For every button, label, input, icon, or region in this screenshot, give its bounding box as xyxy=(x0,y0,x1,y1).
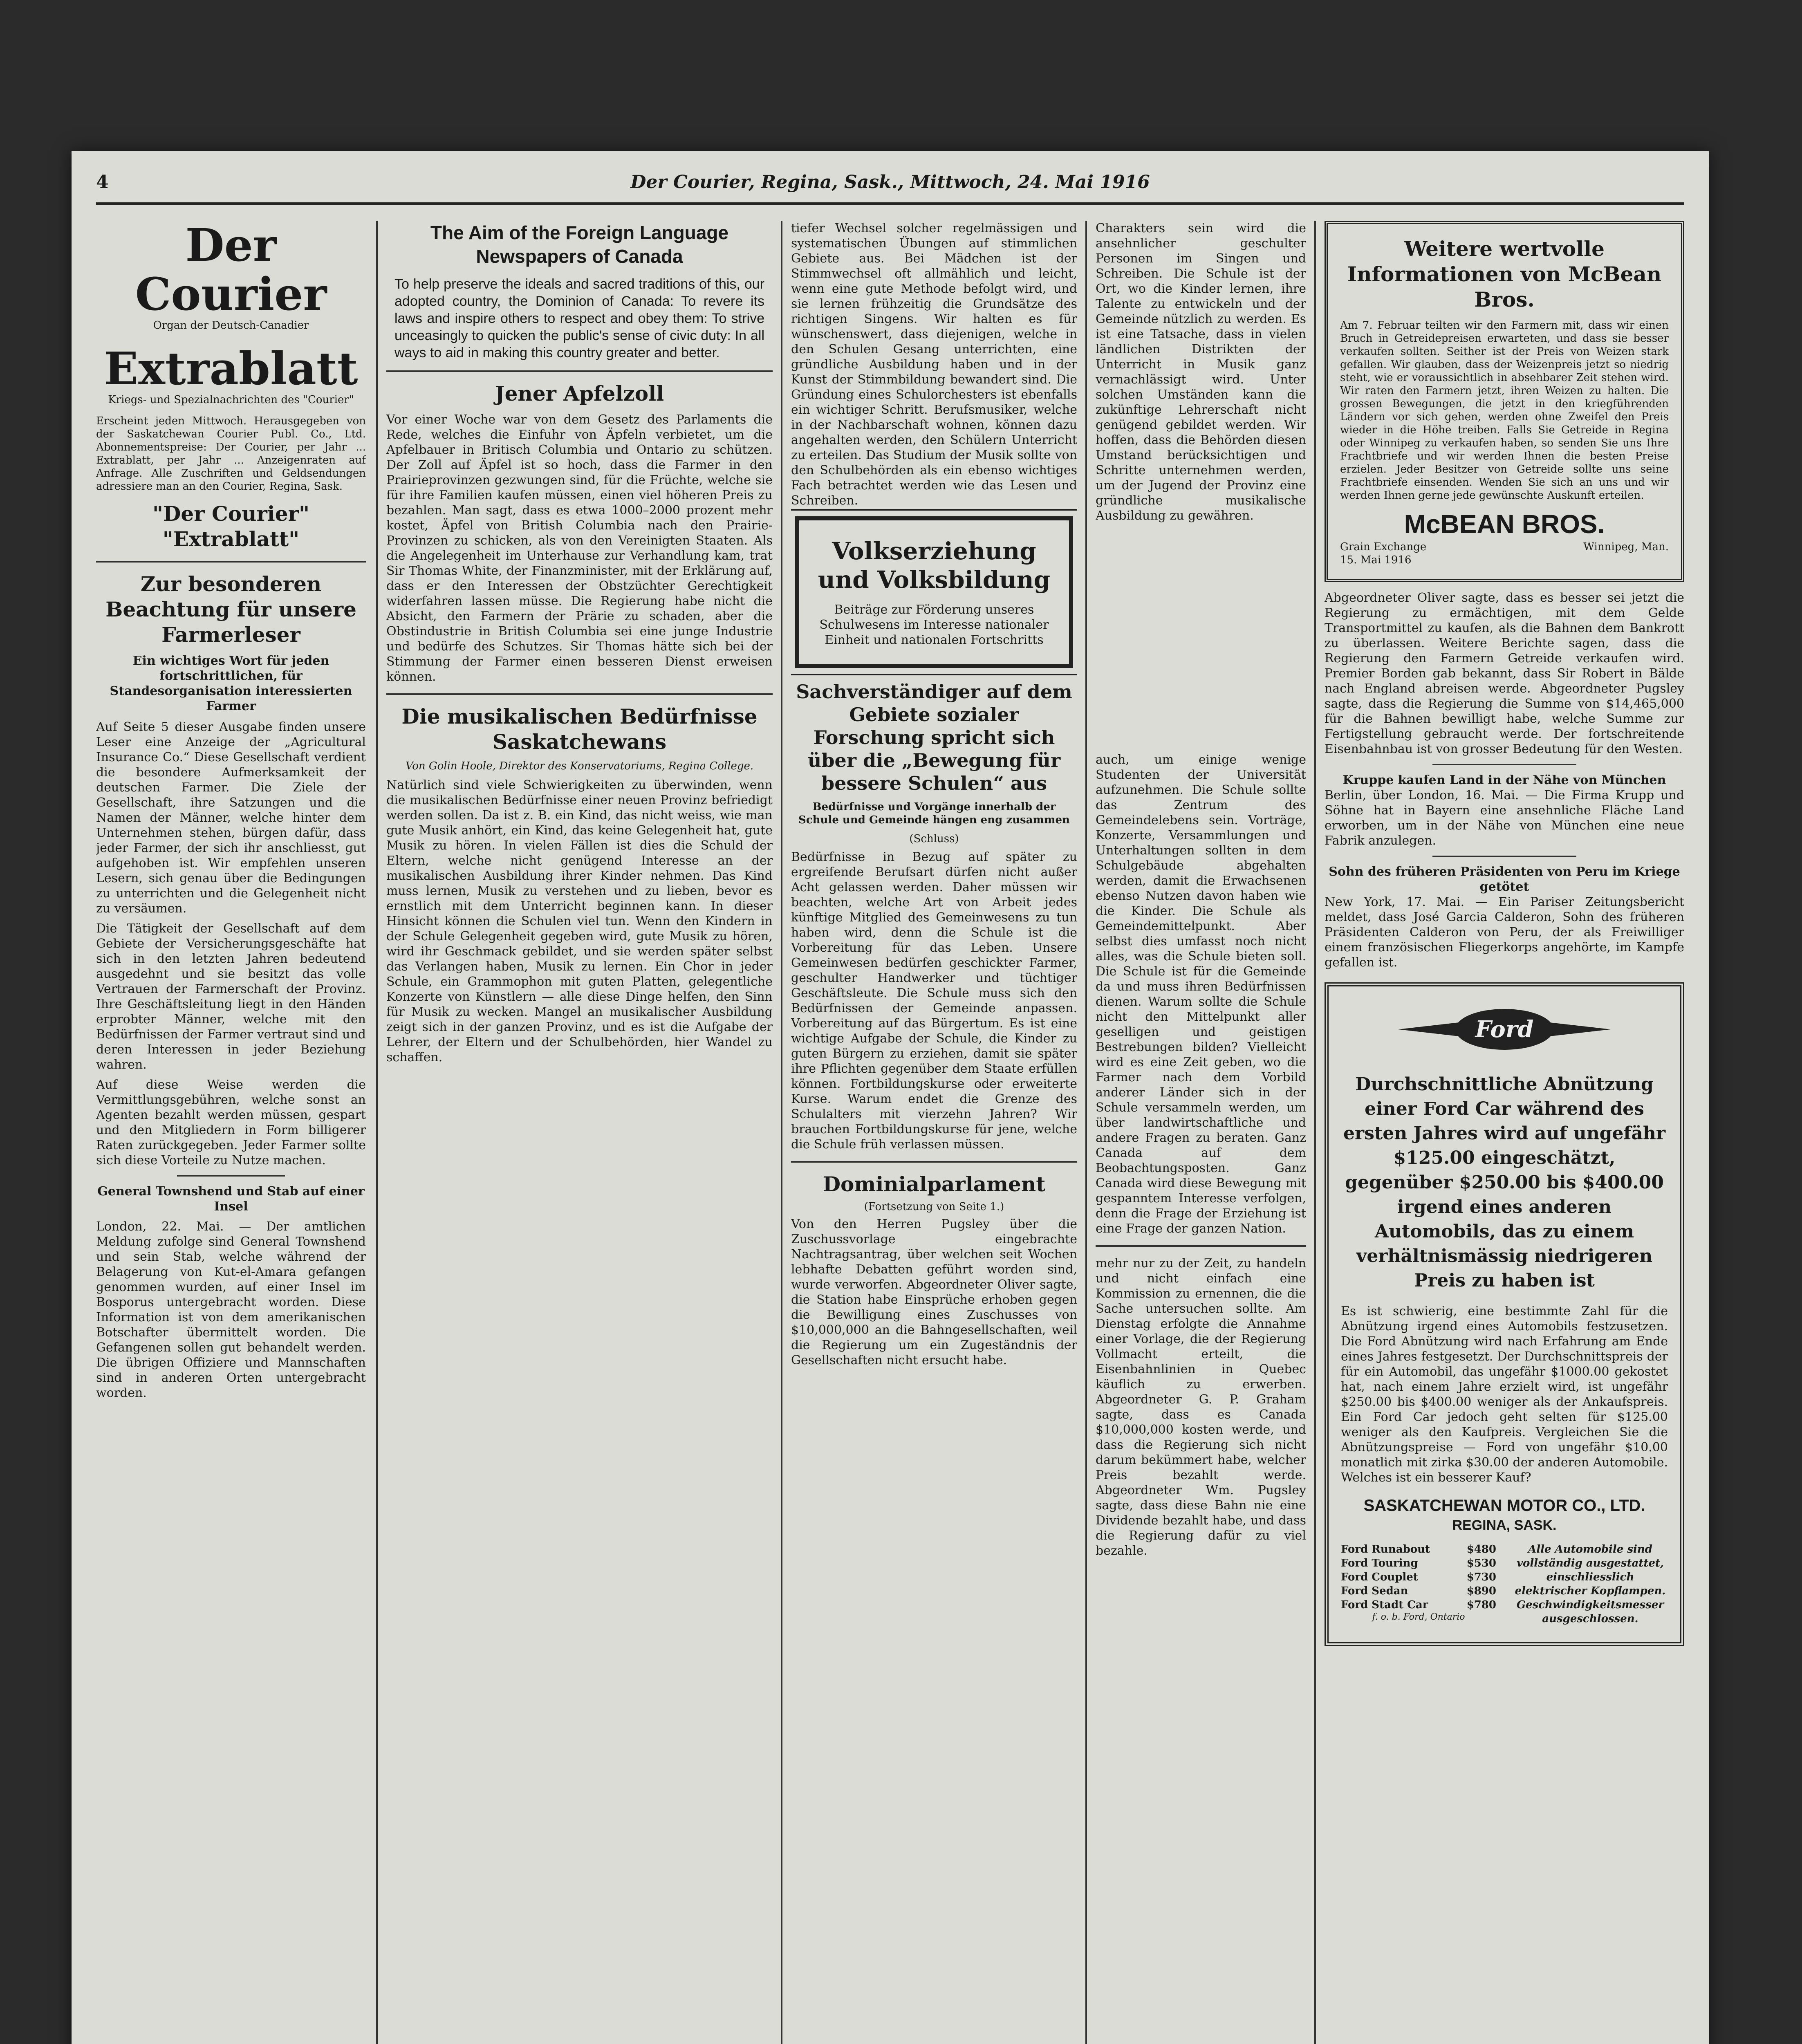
price-row: Ford Stadt Car $780 xyxy=(1341,1599,1496,1611)
volksbildung-box xyxy=(795,516,1073,668)
farmer-body-1: Auf Seite 5 dieser Ausgabe finden unsere Leser eine Anzeige der „Agricultural Insurance Co.“ Diese Gesellschaft verdient die besondere Aufmerksamkeit der deutschen Farmer. Die Ziele der Gesellschaft, ihre Satzungen und die Namen der Männer, welche hinter dem Unternehmen stehen, bürgen dafür, dass jeder Farmer, der sich ihr anschliesst, gut aufgehoben ist. Wir empfehlen unseren Lesern, sich genau über die Bedingungen zu unterrichten und die Gelegenheit nicht zu versäumen. xyxy=(96,720,366,916)
dominial-subtitle: (Fortsetzung von Seite 1.) xyxy=(864,1201,1004,1213)
price-row: Ford Sedan $890 xyxy=(1341,1585,1496,1597)
divider xyxy=(791,1161,1077,1163)
divider xyxy=(386,370,773,372)
ford-logo xyxy=(1398,1003,1611,1056)
parliament-report: Abgeordneter Oliver sagte, dass es besser sei jetzt die Regierung zu ermächtigen, mit dem Gelde Transportmittel zu kaufen, als die Bahnen dem Bankrott zu überlassen. Weitere Berichte sagen, dass die Regierung den Farmern Getreide verkaufen wird. Premier Borden gab bekannt, dass Sir Robert in Bälde nach England abreisen werde. Abgeordneter Pugsley sagte, dass die Regierung die Summe von $14,465,000 für die Bahnen bewilligt habe, welche Summe zur Fertigstellung gebraucht werde. Der fortschreitende Eisenbahnbau ist von grosser Bedeutung für den Westen. xyxy=(1325,591,1684,756)
townshend-headline: General Townshend und Stab auf einer Insel xyxy=(97,1184,365,1214)
music-headline: Die musikalischen Bedürfnisse Saskatchewans xyxy=(401,704,758,754)
column-rule xyxy=(781,221,782,2044)
schools-headline: Sachverständiger auf dem Gebiete sozialer Forschung spricht sich über die „Bewegung für bessere Schulen“ aus xyxy=(796,681,1072,794)
music-byline: Von Golin Hoole, Direktor des Konservatoriums, Regina College. xyxy=(405,760,754,772)
divider xyxy=(1096,1245,1306,1247)
divider xyxy=(177,1175,285,1177)
price-row: Ford Runabout $480 xyxy=(1341,1543,1496,1555)
schools-body: Bedürfnisse in Bezug auf später zu ergreifende Berufsart dürfen nicht außer Acht gelassen werden. Daher müssen wir beachten, welche Art von Arbeit jedes künftige Mitglied des Gemeinwesens zu tun haben wird, denn die Schule ist die Vorbereitung für das Leben. Unsere Gemeinwesen bedürfen geschickter Farmer, geschulter Handwerker und tüchtiger Geschäftsleute. Die Schule muss sich den Bedürfnissen der Gemeinde anpassen. Vorbereitung auf das Bürgertum. Es ist eine wichtige Aufgabe der Schule, die Kinder zu guten Bürgern zu erziehen, damit sie später ihre Pflichten gegenüber dem Staate erfüllen können. Fortbildungskurse oder erweiterte Kurse. Warum endet die Grenze des Schulalters mit vierzehn Jahren? Wir brauchen Fortbildungskurse für jene, welche die Schule früh verlassen müssen. xyxy=(791,850,1077,1152)
price-section xyxy=(1341,1542,1668,1626)
ford-logo-text: Ford xyxy=(1455,1009,1553,1050)
column-2 xyxy=(386,221,773,2044)
header-rule xyxy=(96,202,1684,205)
ford-headline: Durchschnittliche Abnützung einer Ford Car während des ersten Jahres wird auf ungefähr $125.00 eingeschätzt, gegenüber $250.00 bis $400.00 irgend eines anderen Automobils, das zu einem verhältnismässig niedrigeren Preis zu haben ist xyxy=(1343,1074,1666,1291)
courier-name: "Der Courier" xyxy=(152,502,309,526)
column-rule xyxy=(1314,221,1316,2044)
farmer-headline: Zur besonderen Beachtung für unsere Farmerleser xyxy=(105,572,356,647)
krupp-headline: Kruppe kaufen Land in der Nähe von München xyxy=(1343,773,1666,787)
column-4 xyxy=(1096,221,1306,2044)
mcbean-date: 15. Mai 1916 xyxy=(1340,554,1412,566)
aim-headline: The Aim of the Foreign Language Newspapers of Canada xyxy=(430,222,729,267)
farmer-body-2: Die Tätigkeit der Gesellschaft auf dem Gebiete der Versicherungsgeschäfte hat sich in den letzten Jahren bedeutend ausgedehnt und sie besitzt das volle Vertrauen der Farmerschaft der Provinz. Ihre Geschäftsleitung liegt in den Händen erprobter Männer, welche mit den Bedürfnissen der Farmer vertraut sind und deren Interessen in jeder Beziehung wahren. xyxy=(96,921,366,1072)
masthead: Der Courier xyxy=(135,221,327,320)
box-spacer xyxy=(1096,523,1306,752)
farmer-subhead: Ein wichtiges Wort für jeden fortschrittlichen, für Standesorganisation interessierten Farmer xyxy=(110,654,352,713)
mcbean-name: McBEAN BROS. xyxy=(1404,509,1605,539)
peru-headline: Sohn des früheren Präsidenten von Peru im Kriege getötet xyxy=(1329,865,1680,894)
divider xyxy=(1432,764,1576,765)
volksbildung-subtitle: Beiträge zur Förderung unseres Schulwesens im Interesse nationaler Einheit und nationalen Fortschritts xyxy=(819,603,1049,647)
page-number: 4 xyxy=(96,172,109,193)
mcbean-ad xyxy=(1325,221,1684,582)
dealer-name: SASKATCHEWAN MOTOR CO., LTD. xyxy=(1363,1497,1645,1515)
masthead-subtitle: Organ der Deutsch-Canadier xyxy=(153,319,309,332)
ford-ad xyxy=(1325,982,1684,1646)
price-row: Ford Couplet $730 xyxy=(1341,1571,1496,1583)
mcbean-body: Am 7. Februar teilten wir den Farmern mit, dass wir einen Bruch in Getreidepreisen erwarteten, und dass sie besser verkaufen sollten. Seither ist der Preis von Weizen stark gefallen. Wir glauben, dass der Weizenpreis jetzt so niedrig steht, wie er voraussichtlich in absehbarer Zeit stehen wird. Wir raten den Farmern jetzt, ihren Weizen zu halten. Die grossen Bewegungen, die jetzt in den kriegführenden Ländern vor sich gehen, werden ohne Zweifel den Preis wieder in die Höhe treiben. Falls Sie Getreide in Regina oder Winnipeg zu verkaufen haben, so senden Sie uns Ihre Frachtbriefe und wir werden Ihnen die besten Preise erzielen. Jeder Besitzer von Getreide sollte uns seine Frachtbriefe einsenden. Wenden Sie sich an uns und wir werden Ihnen gerne jede gewünschte Auskunft erteilen. xyxy=(1340,319,1669,502)
music-continuation: tiefer Wechsel solcher regelmässigen und systematischen Übungen auf stimmlichen Gebiete aus. Bei Mädchen ist der Stimmwechsel oft allmählich und leicht, wenn eine gute Methode befolgt wird, und sie lernen frühzeitig die Grundsätze des richtigen Singens. Wir halten es für wünschenswert, dass diejenigen, welche in den Schulen Gesang unterrichten, eine gründliche Ausbildung haben und in der Kunst der Stimmbildung bewandert sind. Die Gründung eines Schulorchesters ist ebenfalls ein wichtiger Schritt. Berufsmusiker, welche in der Nachbarschaft wohnen, können dazu angehalten werden, den Schülern Unterricht zu erteilen. Das Studium der Musik sollte von den Schulbehörden als ein ebenso wichtiges Fach betrachtet werden wie das Lesen und Schreiben. xyxy=(791,221,1077,508)
column-1 xyxy=(96,221,366,2044)
price-list xyxy=(1341,1542,1496,1626)
mcbean-city: Winnipeg, Man. xyxy=(1583,541,1669,553)
ford-body: Es ist schwierig, eine bestimmte Zahl für die Abnützung irgend eines Automobils festzusetzen. Die Ford Abnützung wird nach Erfahrung am Ende eines Jahres festgesetzt. Der Durchschnittspreis der für ein Automobil, das ungefähr $1000.00 gekostet hat, nach einem Jahre erzielt wird, ist ungefähr $250.00 bis $400.00 weniger als der Ankaufspreis. Ein Ford Car jedoch geht selten für $125.00 weniger als den Kaufpreis. Vergleichen Sie die Abnützungspreise — Ford von ungefähr $10.00 monatlich mit zirka $30.00 der anderen Automobile. Welches ist ein besserer Kauf? xyxy=(1341,1304,1668,1485)
townshend-body: London, 22. Mai. — Der amtlichen Meldung zufolge sind General Townshend und sein Stab, welche während der Belagerung von Kut-el-Amara gefangen genommen wurden, auf einer Insel im Bosporus untergebracht worden. Diese Information ist von dem amerikanischen Botschafter übermittelt worden. Die Gefangenen sollen gut behandelt werden. Die übrigen Offiziere und Mannschaften sind in anderen Orten untergebracht worden. xyxy=(96,1219,366,1400)
music-body: Natürlich sind viele Schwierigkeiten zu überwinden, wenn die musikalischen Bedürfnisse einer neuen Provinz befriedigt werden sollen. Da ist z. B. ein Kind, das nicht weiss, wie man gute Musik anhört, ein Kind, das keine Gelegenheit hat, gute Musik zu hören. In vielen Fällen ist dies die Schuld der Eltern, welche nicht genügend Interesse an der musikalischen Ausbildung ihrer Kinder nehmen. Das Kind muss lernen, Musik zu verstehen und zu lieben, bevor es ernstlich mit dem Unterricht beginnen kann. In dieser Hinsicht können die Schulen viel tun. Wenn den Kindern in der Schule Gelegenheit gegeben wird, gute Musik zu hören, wird ihr Geschmack gebildet, und sie werden später selbst das Verlangen haben, Musik zu lernen. Ein Chor in jeder Schule, ein Grammophon mit guten Platten, gelegentliche Konzerte von Künstlern — alle diese Dinge helfen, den Sinn für Musik zu wecken. Mangel an musikalischer Ausbildung zeigt sich in der ganzen Provinz, und es ist die Aufgabe der Lehrer, der Eltern und der Schulbehörden, hier Wandel zu schaffen. xyxy=(386,778,773,1065)
divider xyxy=(386,693,773,695)
running-title: Der Courier, Regina, Sask., Mittwoch, 24. Mai 1916 xyxy=(630,172,1150,193)
apfelzoll-headline: Jener Apfelzoll xyxy=(495,381,664,406)
mcbean-exchange: Grain Exchange xyxy=(1340,541,1427,553)
farmer-body-3: Auf diese Weise werden die Vermittlungsgebühren, welche sonst an Agenten bezahlt werden müssen, gespart und den Mitgliedern in Form billigerer Raten zurückgegeben. Jeder Farmer sollte sich diese Vorteile zu Nutze machen. xyxy=(96,1078,366,1168)
music-continuation-2: Charakters sein wird die ansehnlicher geschulter Personen im Singen und Schreiben. Die Schule ist der Ort, wo die Kinder lernen, ihre Talente zu entwickeln und der Gemeinde nützlich zu werden. Es ist eine Tatsache, dass in vielen ländlichen Distrikten der Unterricht in Musik ganz vernachlässigt wird. Unter solchen Umständen kann die zukünftige Lehrerschaft nicht genügend gebildet werden. Wir hoffen, dass die Behörden diesen Umstand berücksichtigen und Schritte unternehmen werden, um der Jugend der Provinz eine gründliche musikalische Ausbildung zu gewähren. xyxy=(1096,221,1306,523)
divider xyxy=(96,561,366,563)
column-rule xyxy=(376,221,378,2044)
peru-body: New York, 17. Mai. — Ein Pariser Zeitungsbericht meldet, dass José Garcia Calderon, Sohn des früheren Präsidenten Calderon von Peru, der als Freiwilliger einem französischen Fliegerkorps angehörte, im Kampfe gefallen ist. xyxy=(1325,895,1684,970)
schools-note: (Schluss) xyxy=(909,833,959,845)
dominial-body: Von den Herren Pugsley über die Zuschussvorlage eingebrachte Nachtragsantrag, über welchen seit Wochen lebhafte Debatten geführt worden sind, wurde verworfen. Abgeordneter Oliver sagte, die Station habe Einsprüche erhoben gegen die Bewilligung eines Zuschusses von $10,000,000 an die Bahngesellschaften, weil die Regierung um ein Zugeständnis der Gesellschaften nicht ersucht habe. xyxy=(791,1217,1077,1367)
column-rule xyxy=(1085,221,1087,2044)
schools-subhead: Bedürfnisse und Vorgänge innerhalb der Schule und Gemeinde hängen eng zusammen xyxy=(798,801,1070,826)
schools-body-2: auch, um einige wenige Studenten der Universität aufzunehmen. Die Schule sollte das Zentrum des Gemeindelebens sein. Vorträge, Konzerte, Versammlungen und Unterhaltungen sollten in dem Schulgebäude abgehalten werden, damit die Erwachsenen ebenso Nutzen davon haben wie die Kinder. Die Schule als Gemeindemittelpunkt. Aber selbst dies umfasst noch nicht alles, was die Schule bieten soll. Die Schule ist für die Gemeinde da und muss ihren Bedürfnissen dienen. Warum sollte die Schule nicht den Mittelpunkt aller geselligen und geistigen Bestrebungen bilden? Vielleicht wird es eine Zeit geben, wo die Farmer nach dem Vorbild anderer Länder sich in der Schule versammeln werden, um über landwirtschaftliche und andere Fragen zu beraten. Ganz Canada auf dem Beobachtungsposten. Ganz Canada wird diese Bewegung mit gespanntem Interesse verfolgen, denn die Frage der Erziehung ist eine Frage der ganzen Nation. xyxy=(1096,753,1306,1236)
aim-text: To help preserve the ideals and sacred traditions of this, our adopted country, the Dominion of Canada: To revere its laws and inspire others to respect and obey them: To strive unceasingly to quicken the public's sense of civic duty: In all ways to aid in making this country greater and better. xyxy=(394,276,764,361)
column-3 xyxy=(791,221,1077,2044)
dominial-body-2: mehr nur zu der Zeit, zu handeln und nicht einfach eine Kommission zu ernennen, die die Sache untersuchen sollte. Am Dienstag erfolgte die Annahme einer Vorlage, die der Regierung Vollmacht erteilt, die Eisenbahnlinien in Quebec käuflich zu erwerben. Abgeordneter G. P. Graham sagte, dass es Canada $10,000,000 kosten werde, und dass die Regierung sich nicht darum bekümmert habe, welcher Preis bezahlt werde. Abgeordneter Wm. Pugsley sagte, dass diese Bahn nie eine Dividende bezahlt habe, und dass die Regierung dafür zu viel bezahle. xyxy=(1096,1256,1306,1558)
price-row: Ford Touring $530 xyxy=(1341,1557,1496,1569)
mcbean-headline: Weitere wertvolle Informationen von McBean Bros. xyxy=(1347,237,1662,312)
divider xyxy=(1432,856,1576,857)
column-5 xyxy=(1325,221,1684,2044)
equipment-note: Alle Automobile sind vollständig ausgestattet, einschliesslich elektrischer Kopflampen. Geschwindigkeitsmesser ausgeschlossen. xyxy=(1515,1543,1666,1625)
page-header xyxy=(96,168,1684,200)
price-note: f. o. b. Ford, Ontario xyxy=(1372,1612,1465,1622)
volksbildung-title: Volkserziehung und Volksbildung xyxy=(818,537,1051,594)
apfelzoll-body: Vor einer Woche war von dem Gesetz des Parlaments die Rede, welches die Einfuhr von Äpfeln verbietet, um die Apfelbauer in Britisch Columbia und Ontario zu schützen. Der Zoll auf Äpfel ist so hoch, dass die Farmer in den Prairieprovinzen gezwungen sind, für die Früchte, welche sie für ihre Familien kaufen müssen, einen viel höheren Preis zu bezahlen. Man sagt, dass es etwa 1000–2000 prozent mehr kostet, Äpfel von British Columbia nach den Prairie-Provinzen zu schicken, als von den Vereinigten Staaten. Als die Angelegenheit im Unterhause zur Verhandlung kam, trat Sir Thomas White, der Finanzminister, mit der Erklärung auf, dass er den Interessen der Obstzüchter Gerechtigkeit widerfahren lassen müsse. Die Regierung habe nicht die Absicht, den Farmern der Prärie zu schaden, aber die Obstindustrie in British Columbia sei eine junge Industrie und bedürfe des Schutzes. Sir Thomas hätte sich bei der Stimmung der Farmer einen besseren Dienst erweisen können. xyxy=(386,412,773,684)
dominial-headline: Dominialparlament xyxy=(823,1172,1046,1196)
extrablatt-title: Extrablatt xyxy=(104,342,358,395)
dealer-city: REGINA, SASK. xyxy=(1452,1517,1557,1533)
extrablatt-subtitle: Kriegs- und Spezialnachrichten des "Courier" xyxy=(108,394,354,406)
masthead-fine-print: Erscheint jeden Mittwoch. Herausgegeben von der Saskatchewan Courier Publ. Co., Ltd. Abonnementspreise: Der Courier, per Jahr ... Extrablatt, per Jahr ... Anzeigenraten auf Anfrage. Alle Zuschriften und Geldsendungen adressiere man an den Courier, Regina, Sask. xyxy=(96,415,366,493)
extrablatt-name: "Extrablatt" xyxy=(162,527,300,551)
krupp-body: Berlin, über London, 16. Mai. — Die Firma Krupp und Söhne hat in Bayern eine ansehnliche Fläche Land erworben, um in der Nähe von München eine neue Fabrik anzulegen. xyxy=(1325,788,1684,848)
newspaper-page xyxy=(72,151,1709,2044)
